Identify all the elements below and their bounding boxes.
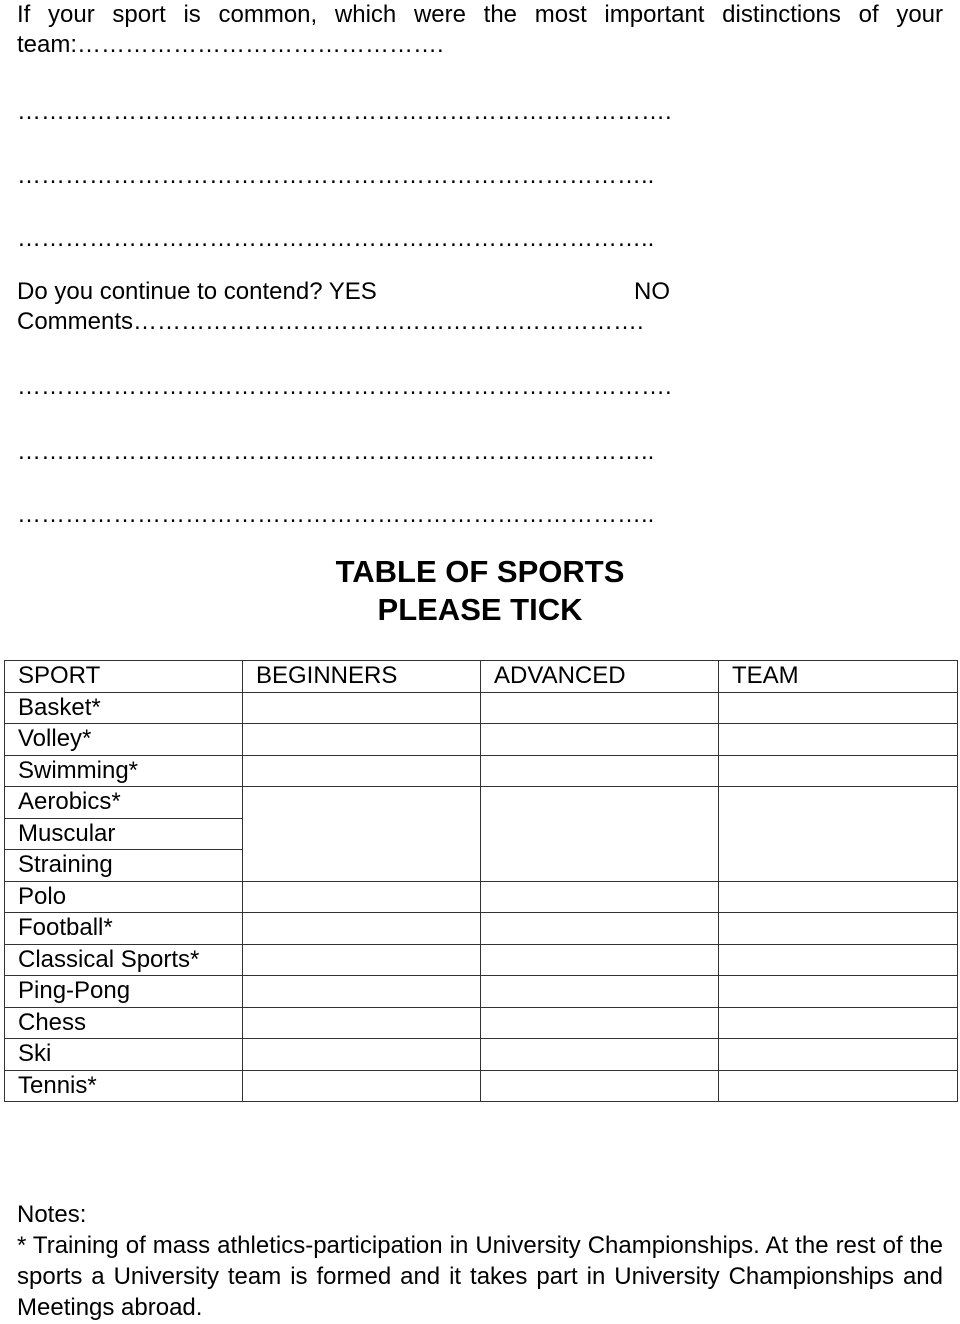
tick-cell-advanced[interactable] [481,913,719,945]
table-row [5,881,958,913]
table-row [5,850,958,882]
sports-table-body [5,692,958,1102]
comments-dotted-line-3[interactable]: …………………………………………………………………….. [17,501,655,528]
tick-cell-team[interactable] [719,881,958,913]
tick-cell-beginners[interactable] [243,692,481,724]
table-row [5,1070,958,1102]
sport-name-cell: Ski [5,1039,243,1071]
tick-cell-beginners[interactable] [243,755,481,787]
tick-cell-team[interactable] [719,1039,958,1071]
notes-label: Notes: [17,1201,87,1228]
question-line-2: team:………………………………………. [17,31,444,58]
answer-dotted-line-3[interactable]: …………………………………………………………………….. [17,225,655,252]
answer-dotted-line-2[interactable]: …………………………………………………………………….. [17,162,655,189]
table-row [5,1039,958,1071]
tick-cell-advanced[interactable] [481,850,719,882]
tick-cell-team[interactable] [719,692,958,724]
tick-cell-beginners[interactable] [243,1039,481,1071]
tick-cell-advanced[interactable] [481,755,719,787]
sport-name-cell: Ping-Pong [5,976,243,1008]
tick-cell-beginners[interactable] [243,944,481,976]
question-line-1: If your sport is common, which were the most important distinctions of your [17,1,943,28]
table-row [5,692,958,724]
sport-name-cell: Straining [5,850,243,882]
header-beginners: BEGINNERS [243,661,481,693]
table-subtitle: PLEASE TICK [377,592,583,627]
header-advanced: ADVANCED [481,661,719,693]
table-row [5,755,958,787]
sport-name-cell: Muscular [5,818,243,850]
tick-cell-advanced[interactable] [481,881,719,913]
tick-cell-advanced[interactable] [481,1039,719,1071]
tick-cell-advanced[interactable] [481,1070,719,1102]
comments-label[interactable]: Comments………………………………………………………. [17,308,644,335]
tick-cell-team[interactable] [719,976,958,1008]
sport-name-cell: Aerobics* [5,787,243,819]
tick-cell-team[interactable] [719,1007,958,1039]
table-row [5,787,958,819]
tick-cell-advanced[interactable] [481,944,719,976]
tick-cell-beginners[interactable] [243,1007,481,1039]
header-sport: SPORT [5,661,243,693]
table-title: TABLE OF SPORTS [335,554,625,589]
table-row [5,944,958,976]
table-row [5,976,958,1008]
contend-no-option[interactable]: NO [634,278,670,305]
tick-cell-advanced[interactable] [481,818,719,850]
tick-cell-team[interactable] [719,818,958,850]
sport-name-cell: Classical Sports* [5,944,243,976]
sport-name-cell: Football* [5,913,243,945]
notes-body: * Training of mass athletics-participation in University Championships. At the rest of the sports a University team is formed and it takes part in University Championships and Meetings abroad. [17,1232,943,1321]
sport-name-cell: Volley* [5,724,243,756]
comments-dotted-line-2[interactable]: …………………………………………………………………….. [17,438,655,465]
sport-name-cell: Swimming* [5,755,243,787]
tick-cell-team[interactable] [719,850,958,882]
tick-cell-beginners[interactable] [243,787,481,819]
tick-cell-beginners[interactable] [243,976,481,1008]
tick-cell-beginners[interactable] [243,881,481,913]
answer-dotted-line-1[interactable]: ………………………………………………………………………. [17,98,672,125]
sport-name-cell: Basket* [5,692,243,724]
header-team: TEAM [719,661,958,693]
tick-cell-beginners[interactable] [243,913,481,945]
sports-table [4,660,958,1102]
tick-cell-team[interactable] [719,944,958,976]
table-row [5,913,958,945]
tick-cell-advanced[interactable] [481,787,719,819]
tick-cell-team[interactable] [719,1070,958,1102]
tick-cell-beginners[interactable] [243,1070,481,1102]
sport-name-cell: Chess [5,1007,243,1039]
tick-cell-advanced[interactable] [481,692,719,724]
tick-cell-beginners[interactable] [243,724,481,756]
tick-cell-team[interactable] [719,755,958,787]
tick-cell-team[interactable] [719,787,958,819]
comments-dotted-line-1[interactable]: ………………………………………………………………………. [17,373,672,400]
tick-cell-team[interactable] [719,724,958,756]
table-row [5,818,958,850]
tick-cell-advanced[interactable] [481,724,719,756]
tick-cell-advanced[interactable] [481,1007,719,1039]
sport-name-cell: Tennis* [5,1070,243,1102]
tick-cell-advanced[interactable] [481,976,719,1008]
table-row [5,1007,958,1039]
table-header-row [5,661,958,693]
contend-question-text: Do you continue to contend? YES [17,278,377,305]
tick-cell-beginners[interactable] [243,818,481,850]
tick-cell-team[interactable] [719,913,958,945]
table-row [5,724,958,756]
sport-name-cell: Polo [5,881,243,913]
tick-cell-beginners[interactable] [243,850,481,882]
